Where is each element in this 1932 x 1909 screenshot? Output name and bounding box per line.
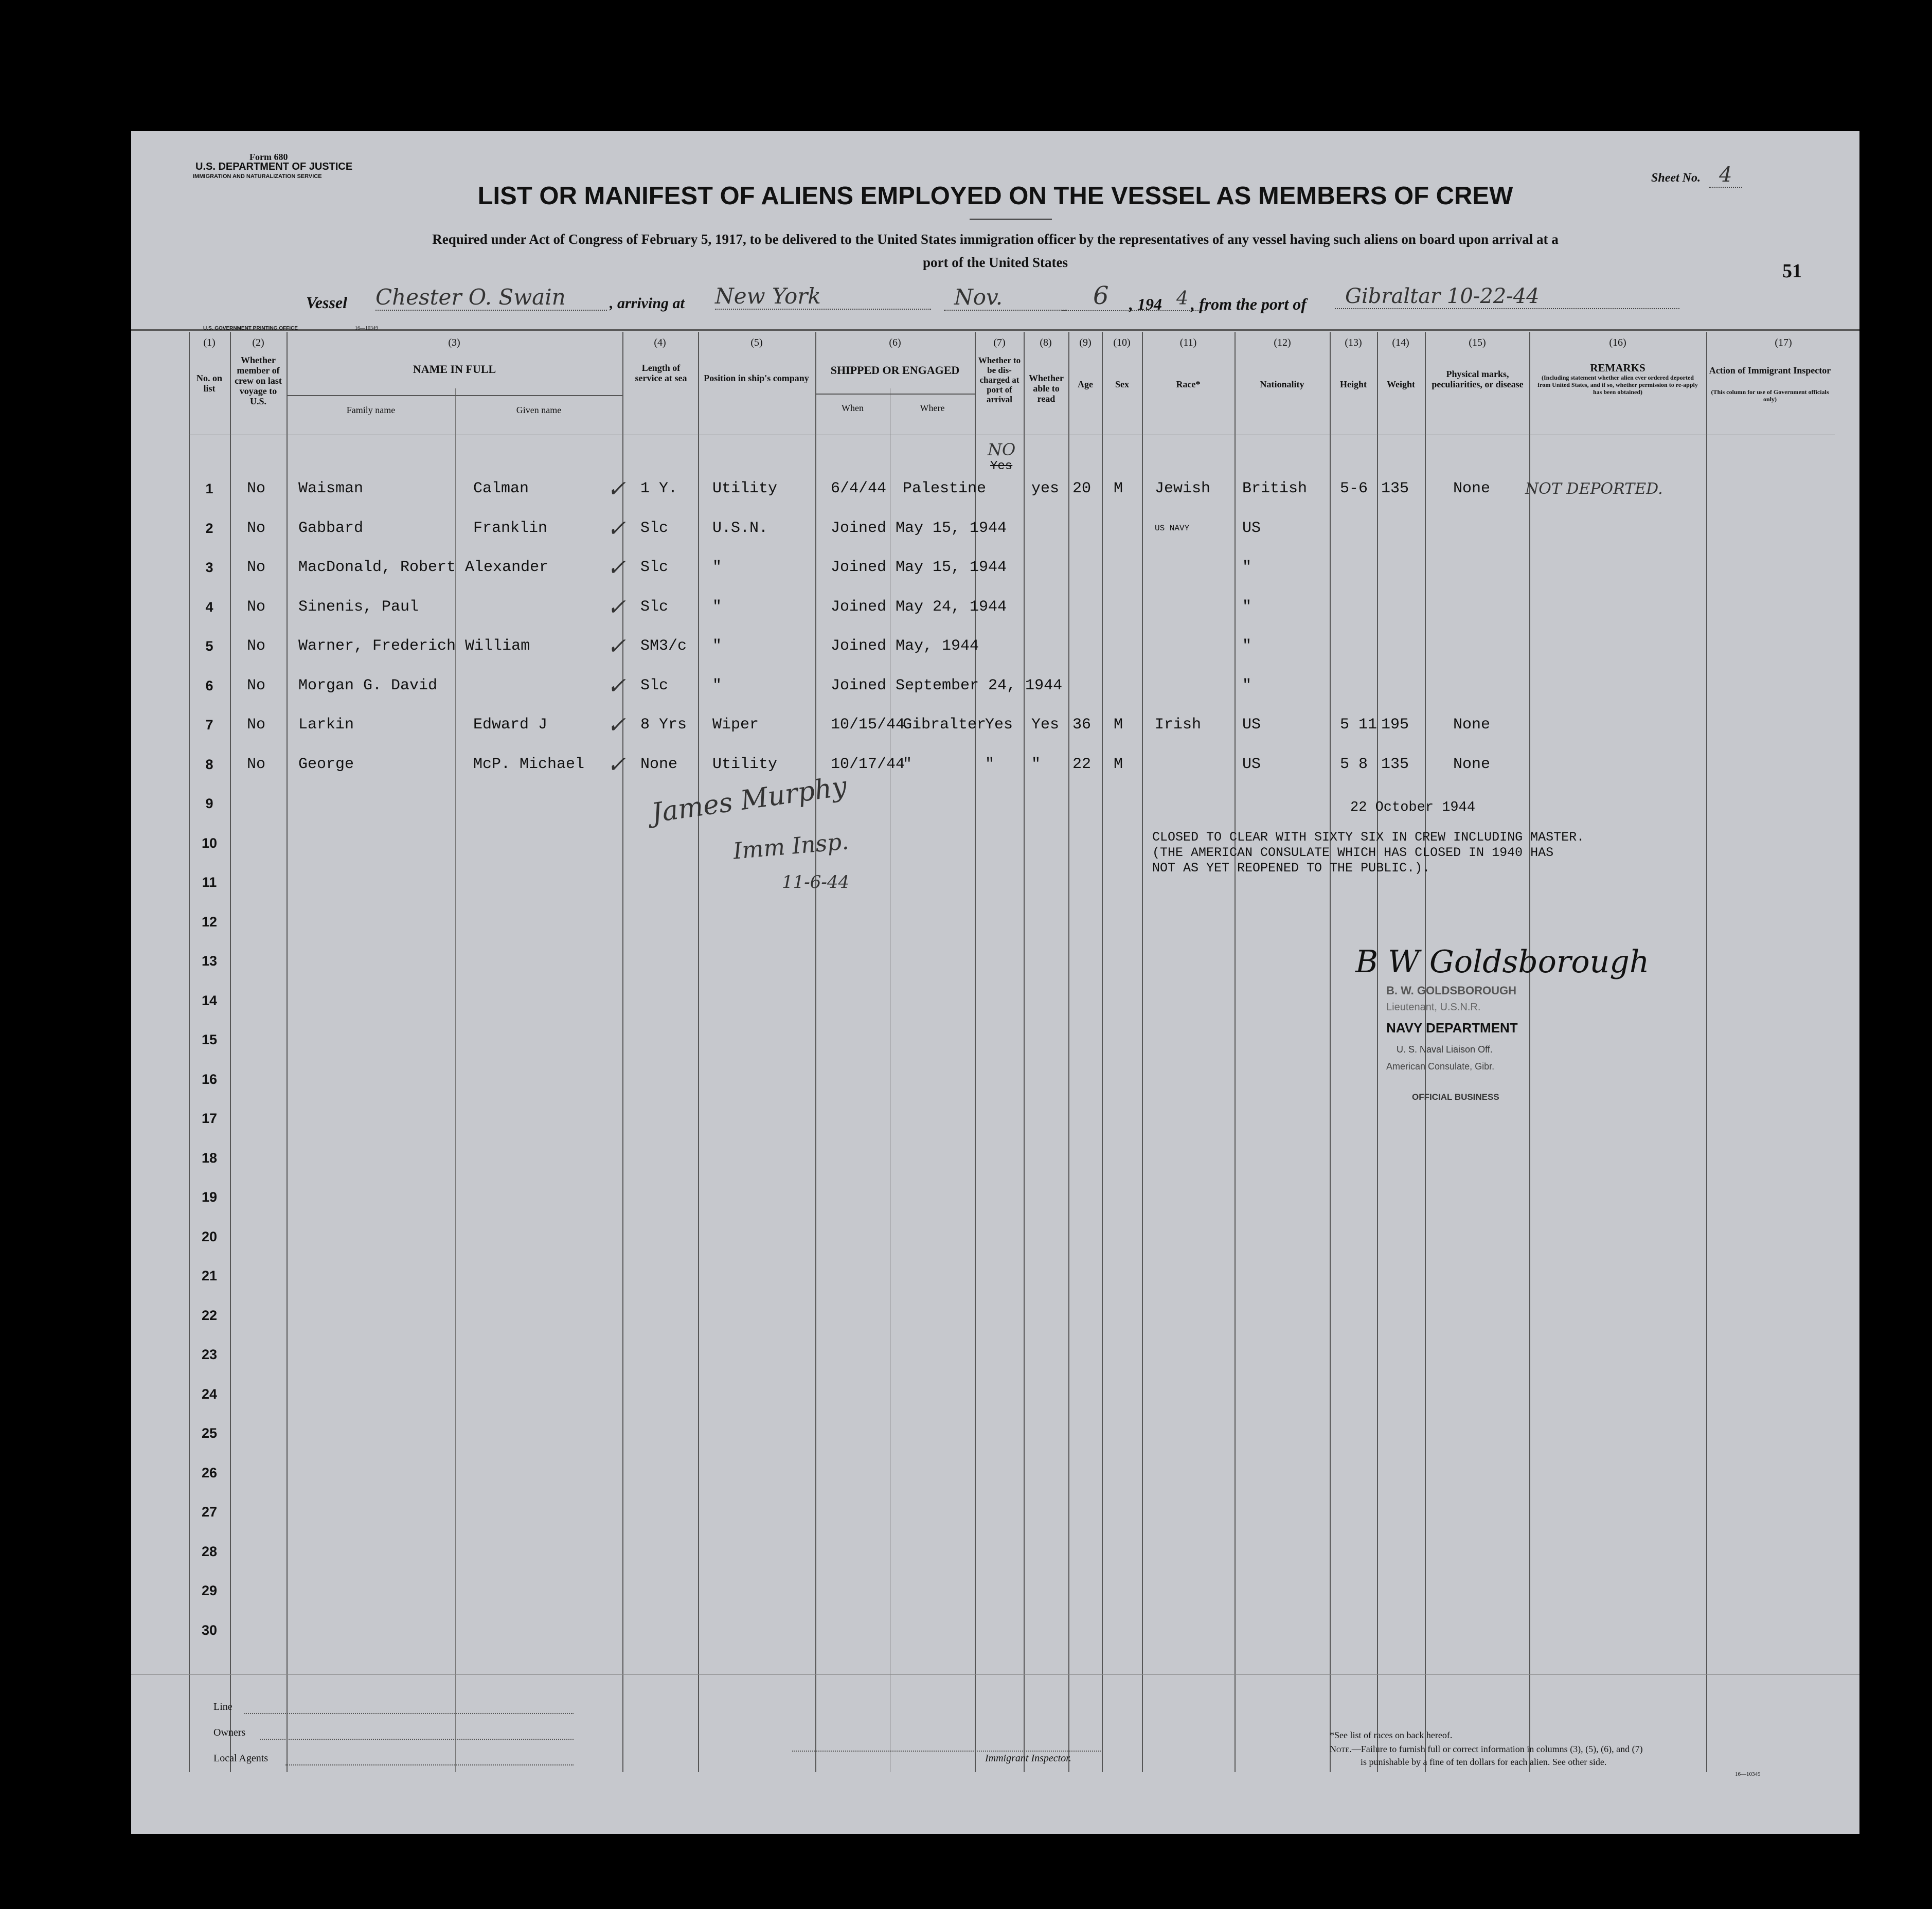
check-mark-icon: ✓ [607, 672, 626, 699]
prev-voyage-cell: No [247, 637, 266, 655]
when-header: When [842, 403, 864, 413]
col-header-9: Age [1078, 379, 1093, 389]
check-mark-icon: ✓ [607, 594, 626, 620]
stamp-consulate: American Consulate, Gibr. [1386, 1061, 1495, 1072]
row-number: 20 [201, 1228, 218, 1244]
manifest-sheet [131, 131, 1859, 1834]
year-label: , 194 [1129, 295, 1162, 313]
sex-cell: M [1114, 755, 1123, 773]
physical-marks-cell: None [1453, 755, 1491, 773]
race-cell: US NAVY [1155, 523, 1190, 533]
row-number: 23 [201, 1347, 218, 1362]
footer-line-label: Line [213, 1701, 232, 1712]
nationality-cell: British [1242, 480, 1308, 497]
vessel-name: Chester O. Swain [375, 284, 607, 311]
shipped-where-cell: Gibralter [903, 716, 987, 734]
family-name-cell: Waisman [298, 480, 364, 497]
department: U.S. DEPARTMENT OF JUSTICE [195, 161, 353, 172]
nationality-cell: " [1242, 676, 1252, 694]
col-header-11: Race* [1176, 379, 1201, 389]
height-cell: 5-6 [1340, 480, 1368, 497]
inspector-signature-name: James Murphy [649, 771, 849, 829]
row-number: 21 [201, 1268, 218, 1283]
col-header-16: REMARKS [1590, 362, 1645, 374]
closing-date: 22 October 1944 [1350, 800, 1476, 815]
able-to-read-cell: yes [1031, 480, 1060, 497]
footer-note [1330, 1744, 1643, 1755]
page-title: LIST OR MANIFEST OF ALIENS EMPLOYED ON THE VESSEL AS MEMBERS OF CREW [477, 182, 1513, 210]
page-number: 51 [1782, 260, 1802, 282]
closing-line2: (THE AMERICAN CONSULATE WHICH HAS CLOSED IN 1940 HAS [1152, 845, 1554, 860]
position-cell: " [712, 598, 722, 616]
col-header-4: Length of service at sea [635, 363, 687, 383]
family-name-cell: Gabbard [298, 519, 364, 537]
closing-line3: NOT AS YET REOPENED TO THE PUBLIC.). [1152, 861, 1430, 876]
col-header-13: Height [1340, 379, 1367, 389]
footer-races-note: *See list of races on back hereof. [1330, 1730, 1453, 1740]
weight-cell: 135 [1381, 480, 1409, 497]
position-cell: " [712, 637, 722, 655]
family-name-cell: Morgan G. David [298, 676, 438, 694]
row-number: 14 [201, 992, 218, 1008]
check-mark-icon: ✓ [607, 476, 626, 502]
service-length-cell: Slc [640, 598, 669, 616]
family-name-cell: Warner, Frederich William [298, 637, 530, 655]
row-number: 16 [201, 1071, 218, 1087]
remarks-note: (Including statement whether alien ever ordered deported from United States, and if so, whether permission to re-apply has been obtained) [1537, 374, 1698, 396]
row-number: 4 [205, 599, 213, 615]
nationality-cell: US [1242, 519, 1261, 537]
row-number: 30 [201, 1622, 218, 1638]
shipped-when-cell: Joined September 24, 1944 [831, 676, 1063, 694]
physical-marks-cell: None [1453, 480, 1491, 497]
row-number: 3 [205, 560, 213, 575]
col-num-1: (1) [203, 337, 216, 348]
row-number: 1 [205, 481, 213, 496]
stamp-office: U. S. Naval Liaison Off. [1397, 1044, 1493, 1055]
vessel-label: Vessel [306, 293, 347, 312]
col-num-15: (15) [1469, 337, 1486, 348]
year-digit: 4 [1176, 288, 1188, 309]
family-name-cell: George [298, 755, 354, 773]
arrival-month: Nov. [944, 284, 1067, 311]
col-header-6: SHIPPED OR ENGAGED [830, 364, 960, 377]
sex-cell: M [1114, 716, 1123, 734]
col-num-2: (2) [252, 337, 264, 348]
subtitle-line1: Required under Act of Congress of February 5, 1917, to be delivered to the United States immigration officer by the representatives of any vessel having such aliens on board upon arrival at a [432, 231, 1559, 247]
port-departure: Gibraltar 10-22-44 [1335, 284, 1679, 309]
height-cell: 5 11 [1340, 716, 1378, 734]
physical-marks-cell: None [1453, 716, 1491, 734]
col-header-17: Action of Immigrant Inspector [1709, 365, 1831, 376]
check-mark-icon: ✓ [607, 515, 626, 542]
race-cell: Irish [1155, 716, 1202, 734]
row-number: 8 [205, 756, 213, 772]
row-number: 18 [201, 1150, 218, 1166]
row-number: 12 [201, 914, 218, 930]
col-num-17: (17) [1775, 337, 1792, 348]
row-number: 9 [205, 796, 213, 811]
family-name-cell: MacDonald, Robert Alexander [298, 559, 549, 576]
shipped-when-cell: Joined May 15, 1944 [831, 559, 1007, 576]
inspector-signature-date: 11-6-44 [782, 872, 850, 893]
nationality-cell: " [1242, 559, 1252, 576]
row-number: 6 [205, 677, 213, 693]
row-number: 26 [201, 1465, 218, 1480]
age-cell: 36 [1072, 716, 1092, 734]
row-number: 7 [205, 717, 213, 733]
col-header-1: No. on list [196, 373, 222, 394]
position-cell: " [712, 676, 722, 694]
col-num-5: (5) [750, 337, 763, 348]
age-cell: 20 [1072, 480, 1092, 497]
service-length-cell: Slc [640, 519, 669, 537]
inspector-signature-title: Imm Insp. [732, 828, 850, 865]
service-length-cell: SM3/c [640, 637, 687, 655]
shipped-when-cell: Joined May 24, 1944 [831, 598, 1007, 616]
footer-note-prefix: Note.— [1330, 1744, 1361, 1754]
discharge-cell: " [985, 755, 995, 773]
printing-code: 16—10349 [355, 326, 378, 331]
row-number: 10 [201, 835, 218, 851]
col-header-10: Sex [1115, 379, 1129, 389]
stamp-name: B. W. GOLDSBOROUGH [1386, 984, 1516, 997]
col-num-16: (16) [1609, 337, 1626, 348]
arriving-label: , arriving at [610, 295, 685, 312]
row-number: 2 [205, 520, 213, 536]
given-name-cell: McP. Michael [473, 755, 585, 773]
row-number: 13 [201, 953, 218, 969]
given-name-header: Given name [516, 405, 562, 415]
row-number: 25 [201, 1425, 218, 1441]
col-header-7: Whether to be dis-charged at port of arrival [978, 355, 1021, 404]
family-name-cell: Larkin [298, 716, 354, 734]
row1-discharge-note: NO [988, 440, 1016, 459]
row-number: 28 [201, 1543, 218, 1559]
inspector-note: (This column for use of Government officials only) [1711, 388, 1829, 403]
check-mark-icon: ✓ [607, 555, 626, 581]
prev-voyage-cell: No [247, 755, 266, 773]
sheet-label: Sheet No. [1651, 171, 1701, 185]
col-header-12: Nationality [1260, 379, 1304, 389]
prev-voyage-cell: No [247, 559, 266, 576]
col-num-14: (14) [1392, 337, 1409, 348]
prev-voyage-cell: No [247, 519, 266, 537]
arrival-day: 6 [1062, 281, 1206, 311]
given-name-cell: Edward J [473, 716, 548, 734]
sex-cell: M [1114, 480, 1123, 497]
closing-line1: CLOSED TO CLEAR WITH SIXTY SIX IN CREW INCLUDING MASTER. [1152, 830, 1585, 845]
shipped-where-cell: Palestine [903, 480, 987, 497]
prev-voyage-cell: No [247, 480, 266, 497]
prev-voyage-cell: No [247, 676, 266, 694]
family-name-header: Family name [346, 405, 396, 415]
shipped-when-cell: 10/17/44 [831, 755, 905, 773]
stamp-rank: Lieutenant, U.S.N.R. [1386, 1002, 1481, 1013]
stamp-business: OFFICIAL BUSINESS [1412, 1092, 1499, 1102]
col-num-6: (6) [889, 337, 901, 348]
row-number: 11 [202, 875, 217, 890]
service-length-cell: None [640, 755, 678, 773]
service: IMMIGRATION AND NATURALIZATION SERVICE [193, 173, 322, 180]
position-cell: " [712, 559, 722, 576]
port-arrival: New York [715, 283, 931, 310]
col-num-3: (3) [448, 337, 460, 348]
row-number: 19 [201, 1189, 218, 1205]
position-cell: Utility [712, 755, 778, 773]
shipped-when-cell: Joined May, 1944 [831, 637, 979, 655]
footer-note-line1: Failure to furnish full or correct information in columns (3), (5), (6), and (7) [1361, 1744, 1643, 1754]
col-num-11: (11) [1179, 337, 1197, 348]
subtitle-line2: port of the United States [923, 255, 1068, 270]
check-mark-icon: ✓ [607, 751, 626, 778]
row-number: 29 [201, 1583, 218, 1598]
position-cell: Utility [712, 480, 778, 497]
race-cell: Jewish [1155, 480, 1211, 497]
row-number: 15 [201, 1032, 218, 1047]
check-mark-icon: ✓ [607, 712, 626, 738]
col-header-14: Weight [1386, 379, 1415, 389]
height-cell: 5 8 [1340, 755, 1368, 773]
weight-cell: 195 [1381, 716, 1409, 734]
col-num-12: (12) [1274, 337, 1291, 348]
col-header-5: Position in ship's company [704, 373, 809, 383]
footer-code: 16—10349 [1735, 1771, 1761, 1777]
row-number: 22 [201, 1307, 218, 1323]
prev-voyage-cell: No [247, 716, 266, 734]
col-header-3: NAME IN FULL [413, 363, 496, 376]
nationality-cell: US [1242, 716, 1261, 734]
age-cell: 22 [1072, 755, 1092, 773]
col-num-4: (4) [654, 337, 666, 348]
stamp-department: NAVY DEPARTMENT [1386, 1020, 1518, 1036]
discharge-cell: Yes [985, 716, 1013, 734]
col-header-8: Whether able to read [1029, 373, 1064, 404]
printing-office: U.S. GOVERNMENT PRINTING OFFICE [203, 326, 298, 331]
able-to-read-cell: Yes [1031, 716, 1060, 734]
where-header: Where [920, 403, 945, 413]
row-number: 17 [201, 1111, 218, 1126]
service-length-cell: Slc [640, 676, 669, 694]
nationality-cell: US [1242, 755, 1261, 773]
footer-note-line2: is punishable by a fine of ten dollars for each alien. See other side. [1361, 1757, 1607, 1767]
service-length-cell: 8 Yrs [640, 716, 687, 734]
service-length-cell: 1 Y. [640, 480, 678, 497]
nationality-cell: " [1242, 598, 1252, 616]
from-label: , from the port of [1191, 295, 1307, 313]
weight-cell: 135 [1381, 755, 1409, 773]
shipped-where-cell: " [903, 755, 913, 773]
officer-signature: B W Goldsborough [1355, 944, 1650, 980]
family-name-cell: Sinenis, Paul [298, 598, 419, 616]
shipped-when-cell: 6/4/44 [831, 480, 887, 497]
col-num-13: (13) [1345, 337, 1362, 348]
given-name-cell: Franklin [473, 519, 548, 537]
col-num-8: (8) [1040, 337, 1052, 348]
shipped-when-cell: 10/15/44 [831, 716, 905, 734]
position-cell: Wiper [712, 716, 759, 734]
footer-agents-label: Local Agents [213, 1753, 269, 1764]
col-header-2: Whether member of crew on last voyage to U.S. [235, 355, 282, 406]
able-to-read-cell: " [1031, 755, 1041, 773]
footer-owners-label: Owners [213, 1727, 246, 1738]
nationality-cell: " [1242, 637, 1252, 655]
col-num-9: (9) [1079, 337, 1092, 348]
form-number: Form 680 [249, 152, 288, 162]
given-name-cell: Calman [473, 480, 529, 497]
col-num-7: (7) [993, 337, 1006, 348]
check-mark-icon: ✓ [607, 633, 626, 659]
prev-voyage-cell: No [247, 598, 266, 616]
col-header-15: Physical marks, peculiarities, or disease [1432, 369, 1524, 389]
col-num-10: (10) [1113, 337, 1131, 348]
remarks-cell: NOT DEPORTED. [1525, 480, 1663, 498]
shipped-when-cell: Joined May 15, 1944 [831, 519, 1007, 537]
row-number: 5 [205, 638, 213, 654]
row-number: 24 [201, 1386, 218, 1402]
row1-discharge-struck: Yes [990, 459, 1013, 473]
service-length-cell: Slc [640, 559, 669, 576]
sheet-value: 4 [1709, 163, 1742, 188]
row-number: 27 [201, 1504, 218, 1520]
position-cell: U.S.N. [712, 519, 768, 537]
footer-inspector-label: Immigrant Inspector. [985, 1753, 1071, 1764]
